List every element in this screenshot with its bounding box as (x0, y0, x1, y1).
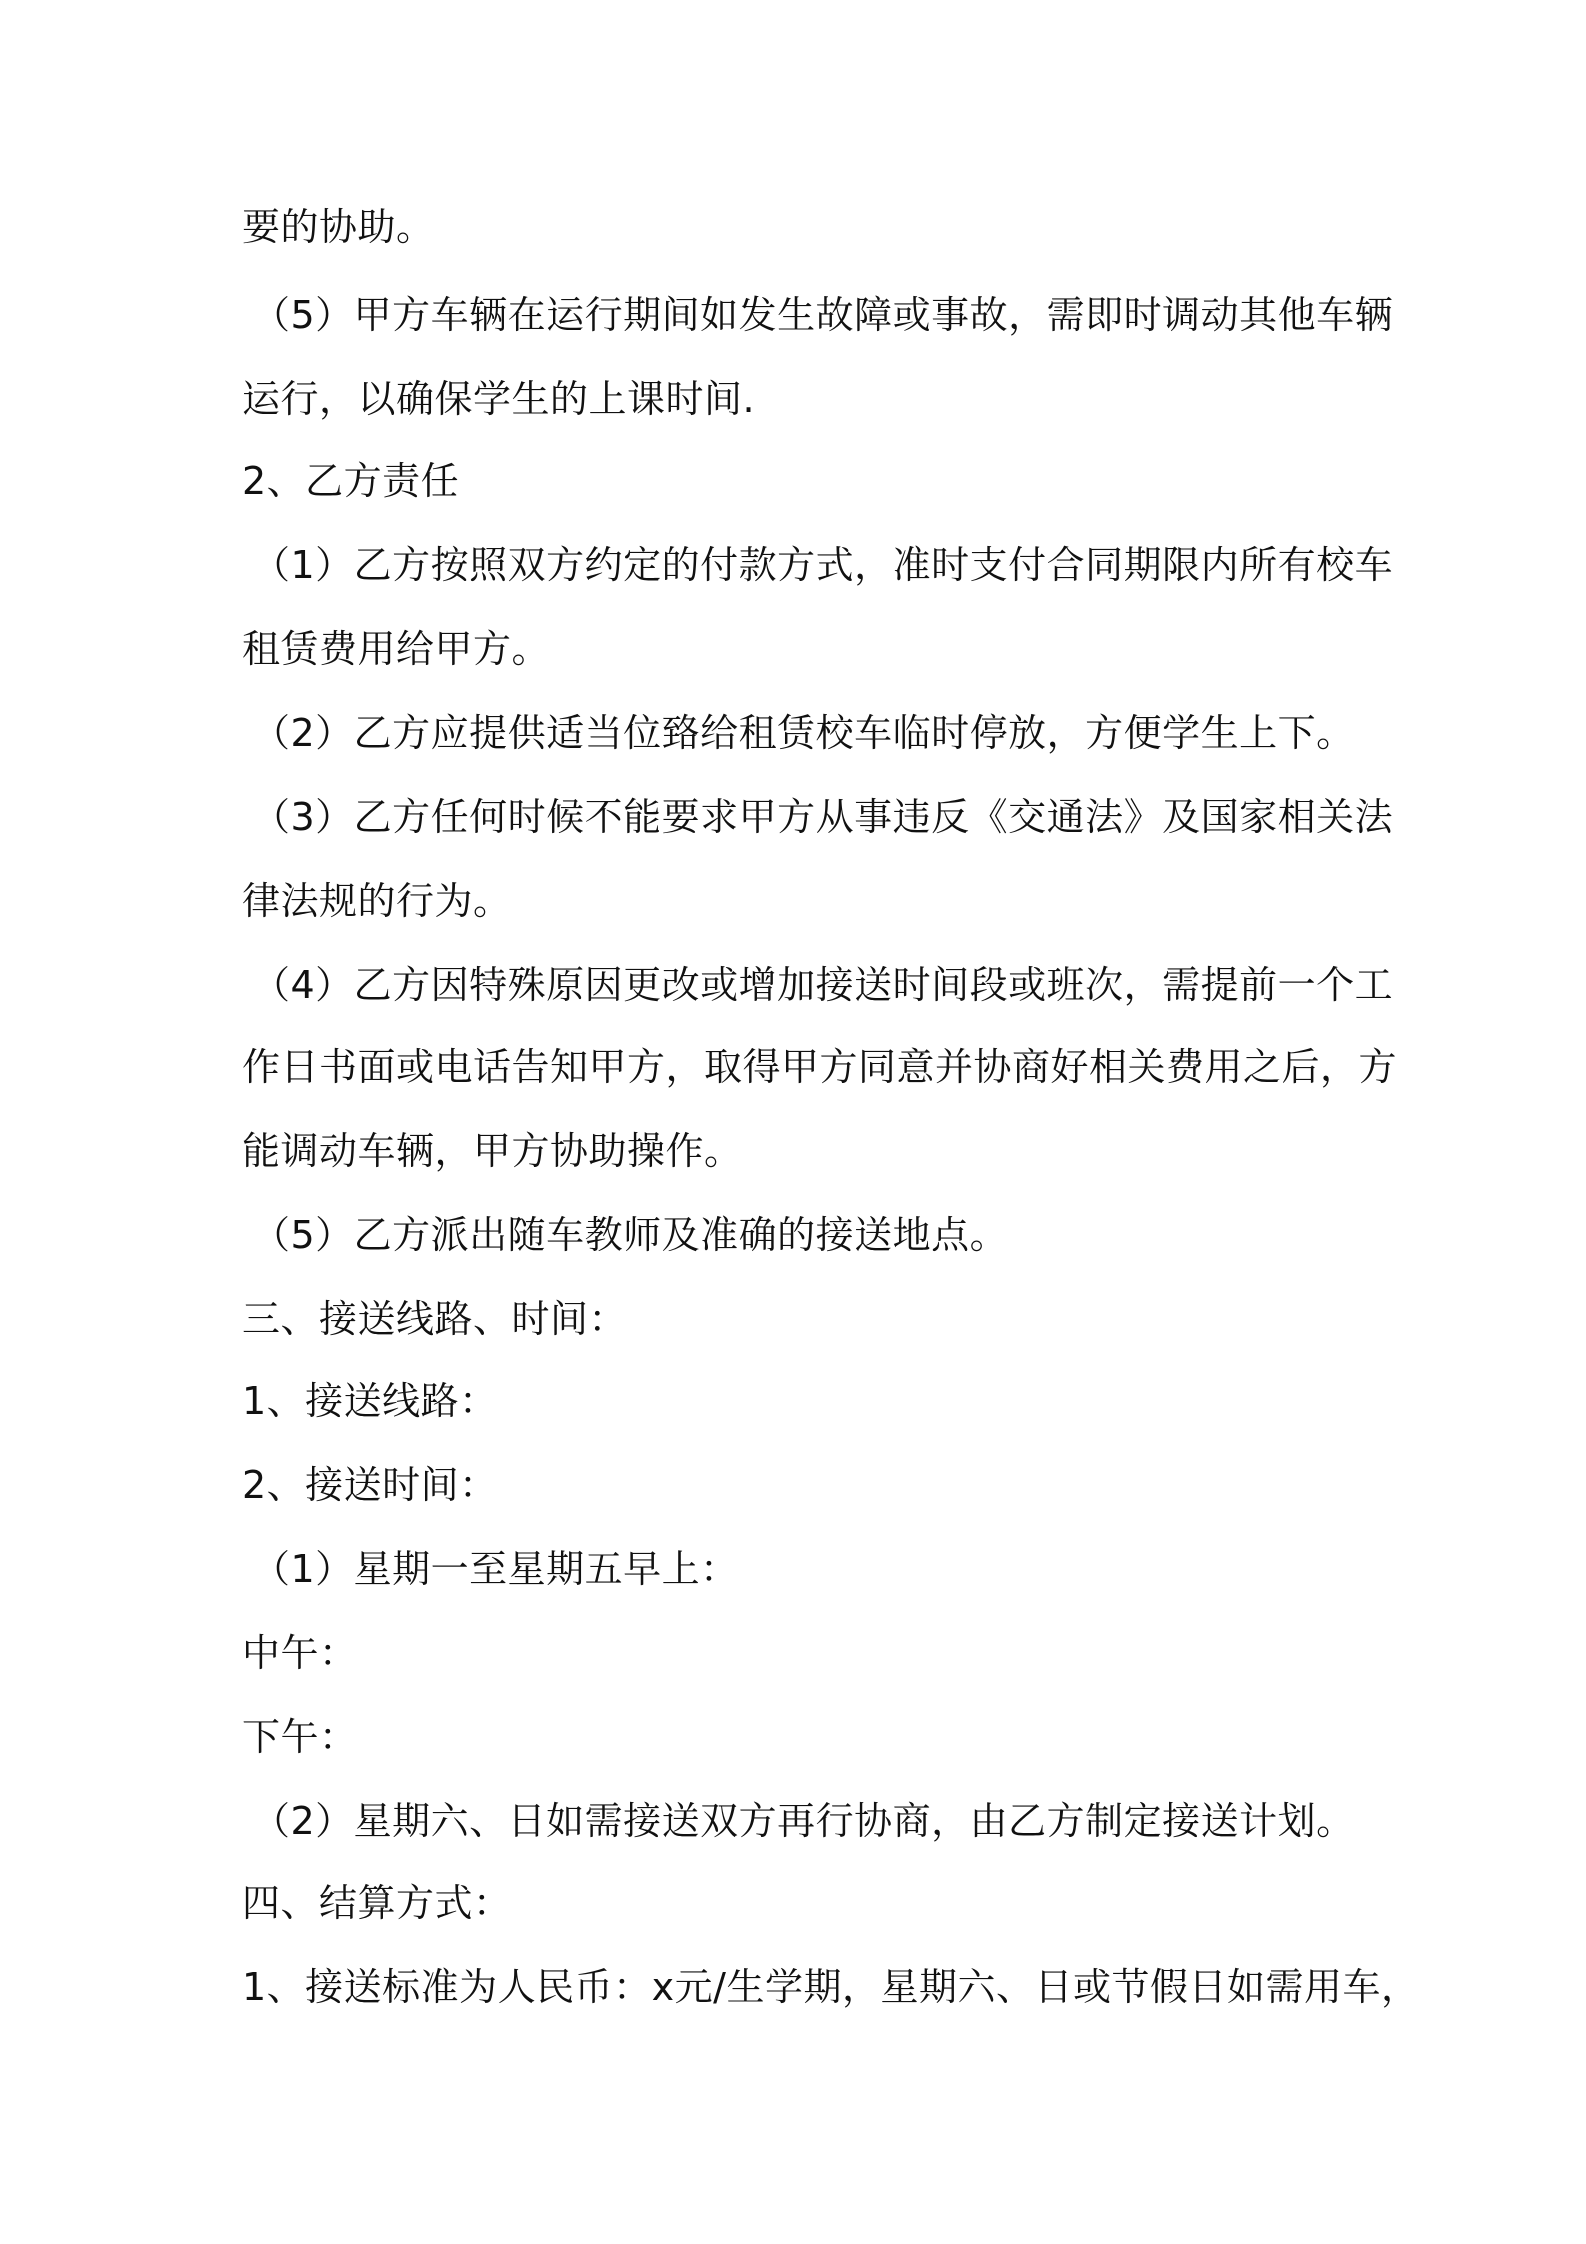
paragraph-line: （5）甲方车辆在运行期间如发生故障或事故，需即时调动其他车辆 (252, 293, 1394, 337)
paragraph-line: 1、接送标准为人民币：x元/生学期，星期六、日或节假日如需用车， (242, 1965, 1420, 2009)
paragraph-line: （2）星期六、日如需接送双方再行协商，由乙方制定接送计划。 (252, 1799, 1355, 1843)
paragraph-line: （2）乙方应提供适当位臵给租赁校车临时停放，方便学生上下。 (252, 711, 1355, 755)
paragraph-line: （1）星期一至星期五早上： (252, 1547, 739, 1591)
paragraph-line: （5）乙方派出随车教师及准确的接送地点。 (252, 1213, 1009, 1257)
paragraph-line: （4）乙方因特殊原因更改或增加接送时间段或班次，需提前一个工 (252, 963, 1394, 1007)
paragraph-line: 律法规的行为。 (242, 879, 512, 923)
paragraph-line: 作日书面或电话告知甲方，取得甲方同意并协商好相关费用之后，方 (242, 1045, 1398, 1089)
paragraph-line: 下午： (242, 1715, 358, 1759)
paragraph-line: 2、接送时间： (242, 1463, 498, 1507)
paragraph-line: 中午： (242, 1631, 358, 1675)
paragraph-line: 运行，以确保学生的上课时间. (242, 377, 756, 421)
paragraph-line: 租赁费用给甲方。 (242, 627, 551, 671)
paragraph-line: 1、接送线路： (242, 1379, 498, 1423)
section-heading: 2、乙方责任 (242, 459, 460, 503)
paragraph-line: （3）乙方任何时候不能要求甲方从事违反《交通法》及国家相关法 (252, 795, 1394, 839)
paragraph-line: 能调动车辆，甲方协助操作。 (242, 1129, 743, 1173)
section-heading: 三、接送线路、时间： (242, 1297, 628, 1341)
paragraph-line: （1）乙方按照双方约定的付款方式，准时支付合同期限内所有校车 (252, 543, 1394, 587)
paragraph-line: 要的协助。 (242, 205, 435, 249)
section-heading: 四、结算方式： (242, 1881, 512, 1925)
